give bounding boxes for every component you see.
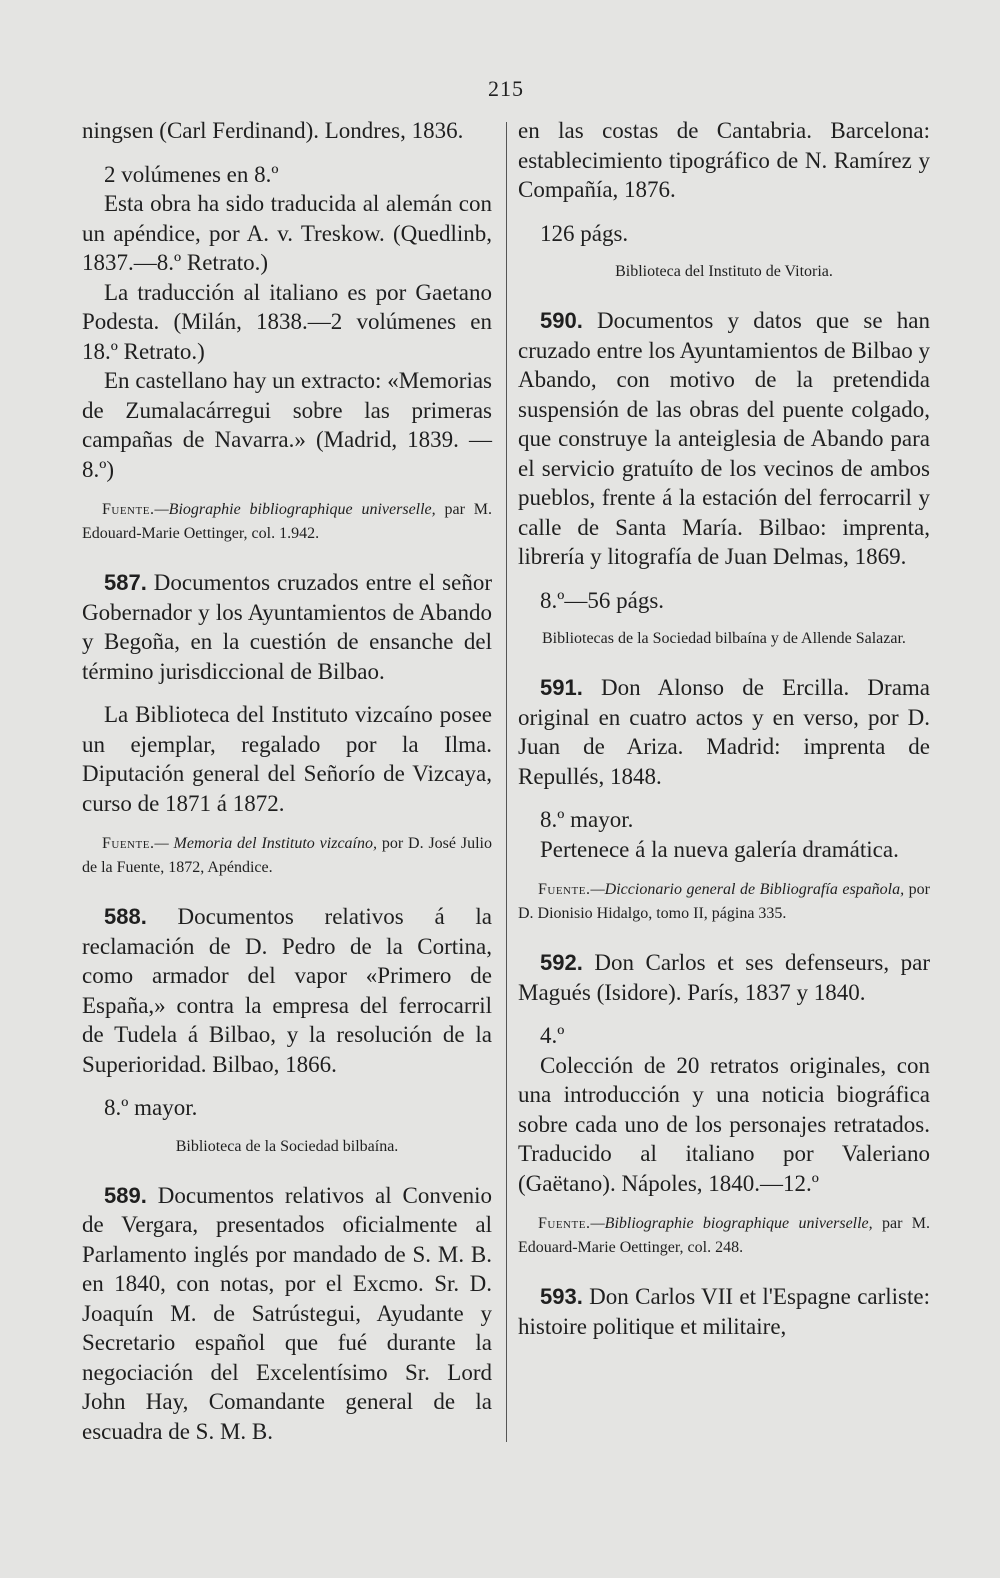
entry-587 — [82, 568, 492, 880]
source-detail: par M. Edouard-Marie Oettinger, col. 248. — [518, 1215, 930, 1256]
entry-title: Don Carlos VII et l'Espagne carliste: histoire politique et militaire, — [518, 1284, 930, 1339]
entry-589 — [82, 1181, 492, 1447]
page-number: 215 — [488, 76, 524, 101]
source-title: —Biographie bibliographique universelle, — [154, 501, 436, 518]
entry-note: Colección de 20 retratos originales, con una introducción y una noticia biográfica sobre cada uno de los personajes retratados. Traducido al italiano por Valeriano (Gaëtano). Nápoles, 1840.—12.º — [518, 1052, 930, 1196]
source-label: Fuente. — [102, 835, 155, 852]
intro-format: 2 volúmenes en 8.º — [104, 161, 279, 187]
entry-heading — [518, 306, 930, 572]
entry-title: Don Alonso de Ercilla. Drama original en cuatro actos y en verso, por D. Juan de Ariza. Madrid: imprenta de Repullés, 1848. — [518, 675, 930, 789]
entry-number: 590. — [540, 308, 583, 333]
entry-588 — [82, 902, 492, 1159]
intro-continuation: ningsen (Carl Ferdinand). Londres, 1836. — [82, 118, 464, 143]
entry-format: 8.º mayor. — [540, 807, 634, 832]
source-label: Fuente. — [538, 881, 591, 898]
entry-heading — [82, 1181, 492, 1447]
entry-heading — [82, 568, 492, 686]
entry-format: 8.º mayor. — [104, 1095, 198, 1120]
entry-590 — [518, 306, 930, 651]
entry-592 — [518, 948, 930, 1260]
source-label: Fuente. — [102, 501, 155, 518]
entry-number: 593. — [540, 1284, 583, 1309]
intro-note-spanish: En castellano hay un extracto: «Memorias de Zumalacárregui sobre las primeras campañas de Navarra.» (Madrid, 1839. —8.º) — [82, 368, 492, 482]
entry-title: Don Carlos et ses defenseurs, par Magués (Isidore). París, 1837 y 1840. — [518, 950, 930, 1005]
source-detail: por D. Dionisio Hidalgo, tomo II, página 335. — [518, 881, 931, 922]
entry-title: Documentos y datos que se han cruzado entre los Ayuntamientos de Bilbao y Abando, con motivo de la pretendida suspensión de las obras del puente colgado, que construye la anteiglesia de Abando para el servicio gratuíto de los vecinos de ambos pueblos, frente á la estación del ferrocarril y calle de Santa María. Bilbao: imprenta, librería y litografía de Juan Delmas, 1869. — [518, 308, 930, 569]
continuation-text: en las costas de Cantabria. Barcelona: establecimiento tipográfico de N. Ramírez y Compañía, 1876. — [518, 118, 930, 202]
entry-source — [82, 832, 492, 880]
source-title: —Bibliographie biographique universelle, — [590, 1215, 873, 1232]
entry-number: 588. — [104, 904, 147, 929]
column-divider — [506, 122, 507, 1442]
entry-number: 591. — [540, 675, 583, 700]
entry-heading — [518, 1282, 930, 1341]
entry-591 — [518, 673, 930, 926]
source-detail: por D. José Julio de la Fuente, 1872, Apéndice. — [82, 835, 492, 876]
entry-heading — [518, 948, 930, 1007]
entry-library: Biblioteca de la Sociedad bilbaína. — [175, 1137, 399, 1155]
intro-source — [82, 498, 492, 546]
entry-number: 592. — [540, 950, 583, 975]
source-label: Fuente. — [538, 1215, 591, 1232]
entry-number: 589. — [104, 1182, 147, 1208]
entry-title: Documentos cruzados entre el señor Gobernador y los Ayuntamientos de Abando y Begoña, en la cuestión de ensanche del término jurisdiccional de Bilbao. — [82, 570, 492, 684]
left-column — [82, 116, 492, 1446]
source-detail: par M. Edouard-Marie Oettinger, col. 1.942. — [82, 501, 492, 542]
entry-format: 8.º—56 págs. — [540, 587, 665, 613]
continuation-library: Biblioteca del Instituto de Vitoria. — [615, 263, 833, 280]
entry-library: Bibliotecas de la Sociedad bilbaína y de Allende Salazar. — [542, 630, 906, 647]
continuation-pages: 126 págs. — [540, 220, 629, 246]
entry-heading — [82, 902, 492, 1079]
entry-note: La Biblioteca del Instituto vizcaíno posee un ejemplar, regalado por la Ilma. Diputación general del Señorío de Vizcaya, curso de 1871 á 1872. — [82, 702, 492, 816]
entry-source — [518, 1212, 930, 1260]
entry-heading — [518, 673, 930, 791]
entry-number: 587. — [104, 570, 147, 595]
source-title: —Diccionario general de Bibliografía española, — [590, 881, 905, 898]
entry-format: 4.º — [540, 1023, 565, 1048]
intro-note-italian: La traducción al italiano es por Gaetano Podesta. (Milán, 1838.—2 volúmenes en 18.º Retrato.) — [82, 279, 492, 364]
intro-note-german: Esta obra ha sido traducida al alemán con un apéndice, por A. v. Treskow. (Quedlinb, 1837.—8.º Retrato.) — [82, 191, 492, 275]
entry-title: Documentos relativos al Convenio de Vergara, presentados oficialmente al Parlamento inglés por mandado de S. M. B. en 1840, con notas, por el Excmo. Sr. D. Joaquín M. de Satrústegui, Ayudante y Secretario español que fué durante la negociación del Excelentísimo Sr. Lord John Hay, Comandante general de la escuadra de S. M. B. — [82, 1182, 492, 1444]
entry-title: Documentos relativos á la reclamación de D. Pedro de la Cortina, como armador del vapor «Primero de España,» contra la empresa del ferrocarril de Tudela á Bilbao, y la resolución de la Superioridad. Bilbao, 1866. — [82, 904, 492, 1077]
source-title: — Memoria del Instituto vizcaíno, — [154, 835, 377, 852]
entry-note: Pertenece á la nueva galería dramática. — [540, 836, 899, 862]
entry-source — [518, 878, 930, 926]
entry-593 — [518, 1282, 930, 1341]
right-column — [518, 116, 930, 1341]
